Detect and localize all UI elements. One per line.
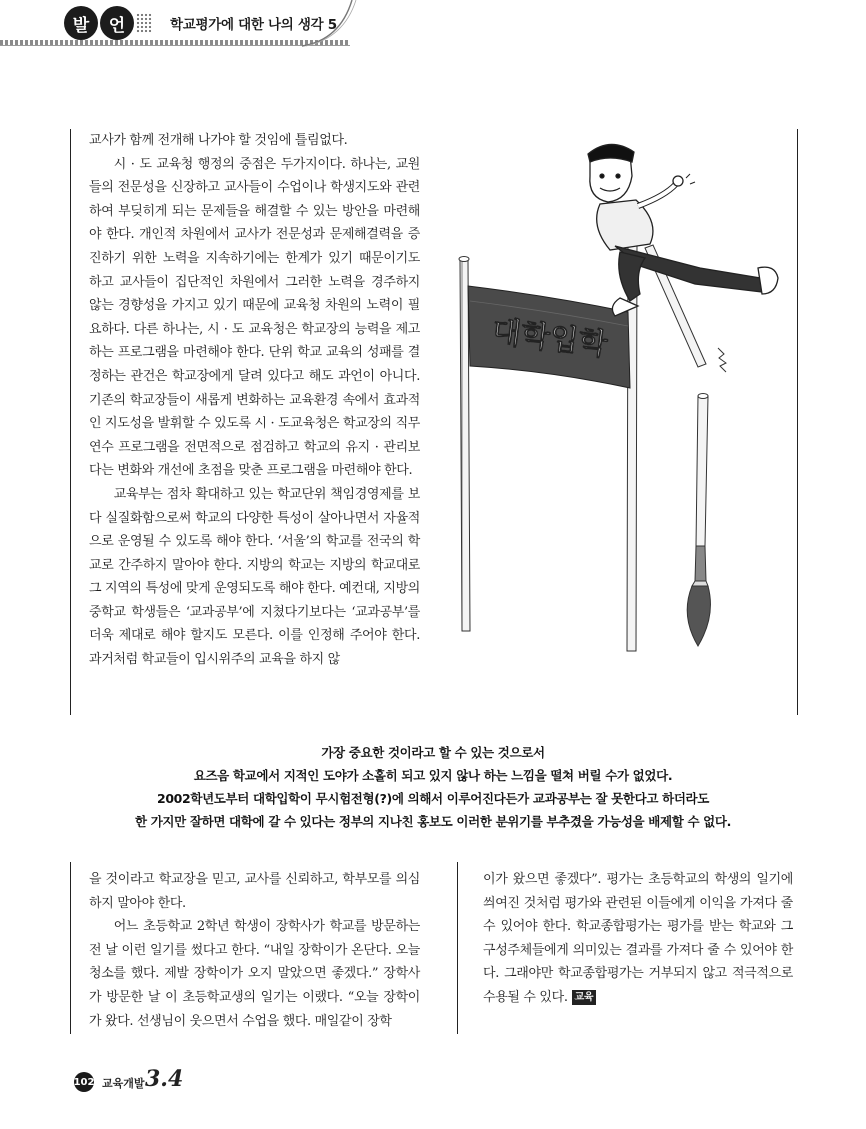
page-header: [0, 0, 866, 50]
paragraph: 을 것이라고 학교장을 믿고, 교사를 신뢰하고, 학부모를 의심하지 말아야 한다.: [89, 872, 420, 911]
header-curve-decoration: [300, 0, 360, 48]
bottom-right-text-column: [483, 868, 793, 1010]
column-rule-main-left: [70, 129, 71, 715]
column-rule-bottom-middle: [457, 862, 458, 1034]
column-rule-main-right: [797, 129, 798, 715]
pull-quote: [70, 741, 796, 833]
paragraph: 교사가 함께 전개해 나가야 할 것임에 틀림없다.: [89, 133, 348, 148]
pull-quote-line: 한 가지만 잘하면 대학에 갈 수 있다는 정부의 지나친 홍보도 이러한 분위기를 부추겼을 가능성을 배제할 수 없다.: [134, 814, 732, 829]
paragraph: 교육부는 점차 확대하고 있는 학교단위 책임경영제를 보다 실질화함으로써 학교의 다양한 특성이 살아나면서 자율적으로 운영될 수 있도록 해야 한다. ‘서울’의 학교를 전국의 학교로 간주하지 말아야 한다. 지방의 학교는 지방의 학교대로 그 지역의 특성에 맞게 운영되도록 해야 한다. 예컨대, 지방의 중학교 학생들은 ‘교과공부’에 지쳤다기보다는 ‘교과공부’를 더욱 제대로 해야 할지도 모른다. 이를 인정해 주어야 한다. 과거처럼 학교들이 입시위주의 교육을 하지 않: [89, 486, 420, 668]
column-rule-bottom-left: [70, 862, 71, 1034]
banner-flag: [468, 286, 630, 388]
end-mark-icon: 교육: [572, 990, 597, 1005]
hurdle-illustration: [440, 126, 790, 666]
pull-quote-line: 가장 중요한 것이라고 할 수 있는 것으로서: [321, 745, 545, 760]
magazine-name: 교육개발: [102, 1077, 145, 1090]
pull-quote-line: 요즈음 학교에서 지적인 도야가 소홀히 되고 있지 않나 하는 느낌을 떨쳐 버릴 수가 없었다.: [193, 768, 673, 783]
section-badge-2: 언: [100, 6, 134, 40]
issue-number: 3.4: [145, 1066, 184, 1092]
section-badge-1: 발: [64, 6, 98, 40]
dot-pattern-decoration: [136, 13, 152, 33]
series-title: 학교평가에 대한 나의 생각 5: [170, 17, 337, 33]
main-text-column: [89, 129, 420, 672]
paragraph-with-end-mark: [483, 868, 793, 1010]
banner-text: 대학입학: [489, 314, 610, 363]
pull-quote-line: 2002학년도부터 대학입학이 무시험전형(?)에 의해서 이루어진다든가 교과공부는 잘 못한다고 하더라도: [156, 791, 710, 806]
page-number: 102: [74, 1072, 94, 1092]
paragraph: 이가 왔으면 좋겠다”. 평가는 초등학교의 학생의 일기에 씌여진 것처럼 평가와 관련된 이들에게 이익을 가져다 줄 수 있어야 한다. 학교종합평가는 평가를 받는 학교와 그 구성주체들에게 의미있는 결과를 가져다 줄 수 있어야 한다. 그래야만 학교종합평가는 거부되지 않고 적극적으로 수용될 수 있다.: [483, 872, 793, 1005]
jumping-man-figure: [588, 144, 778, 316]
bottom-left-text-column: [89, 868, 420, 1033]
paragraph: 어느 초등학교 2학년 학생이 장학사가 학교를 방문하는 전 날 이런 일기를 썼다고 한다. “내일 장학이가 온단다. 오늘 청소를 했다. 제발 장학이가 오지 말았으면 좋겠다.” 장학사가 방문한 날 이 초등학교생의 일기는 이랬다. “오늘 장학이가 왔다. 선생님이 웃으면서 수업을 했다. 매일같이 장학: [89, 919, 420, 1029]
header-thin-rule: [0, 45, 350, 46]
paragraph: 시 · 도 교육청 행정의 중점은 두가지이다. 하나는, 교원들의 전문성을 신장하고 교사들이 수업이나 학생지도와 관련하여 부딪히게 되는 문제들을 해결할 수 있는 방안을 마련해야 한다. 개인적 차원에서 교사가 전문성과 문제해결력을 증진하기 위한 노력을 지속하기에는 한계가 있기 때문이기도 하고 교사들이 집단적인 차원에서 그러한 노력을 경주하지 않는 경향성을 가지고 있기 때문에 교육청 차원의 노력이 필요하다. 다른 하나는, 시 · 도 교육청은 학교장의 능력을 제고하는 프로그램을 마련해야 한다. 단위 학교 교육의 성패를 결정하는 관건은 학교장에게 달려 있다고 해도 과언이 아니다. 기존의 학교장들이 새롭게 변화하는 교육환경 속에서 효과적인 지도성을 발휘할 수 있도록 시 · 도교육청은 학교장의 직무연수 프로그램을 전면적으로 점검하고 학교의 유지 · 관리보다는 변화와 개선에 초점을 맞춘 프로그램을 마련해야 한다.: [89, 156, 420, 479]
